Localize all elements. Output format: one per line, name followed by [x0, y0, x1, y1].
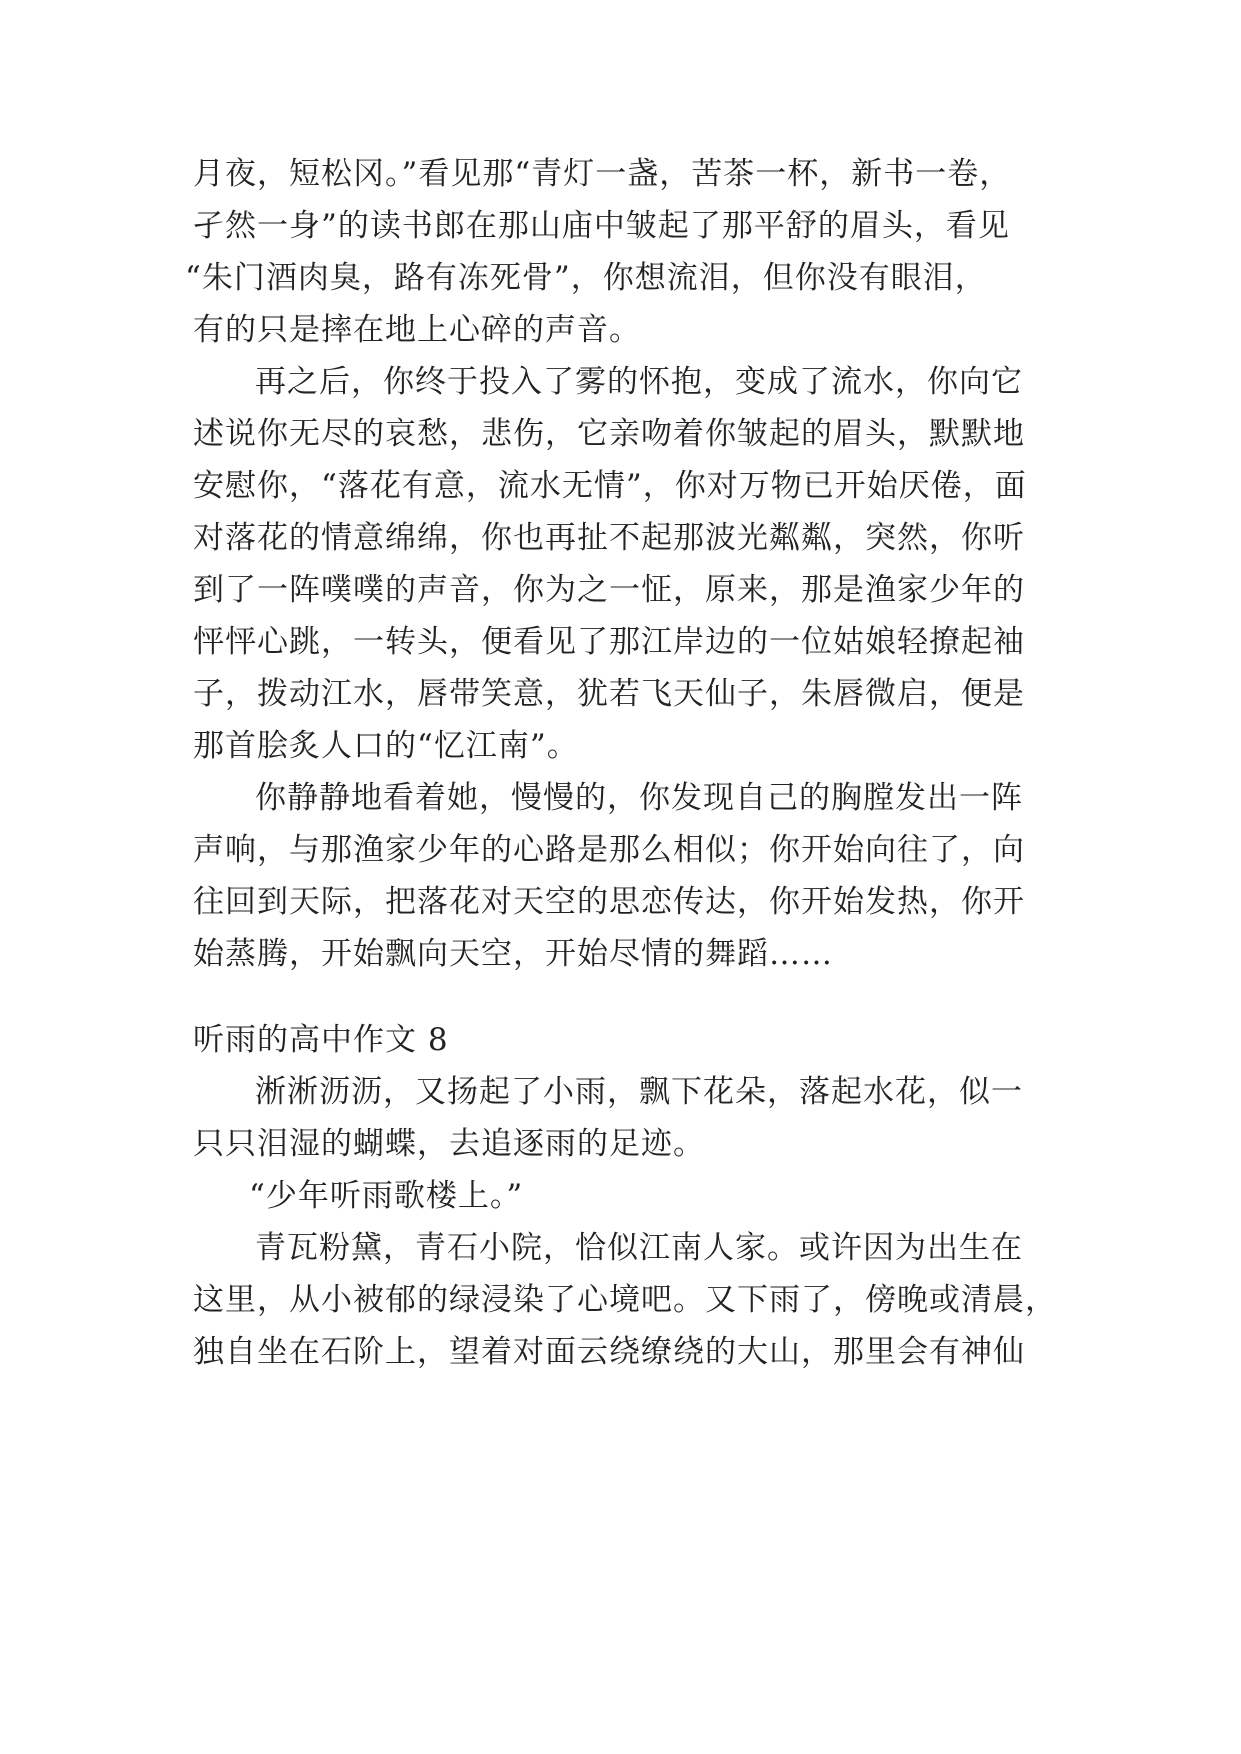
paragraph-line: 独自坐在石阶上，望着对面云绕缭绕的大山，那里会有神仙 — [193, 1334, 1025, 1370]
paragraph-line: 孑然一身”的读书郎在那山庙中皱起了那平舒的眉头，看见 — [193, 208, 1010, 244]
paragraph-line: 再之后，你终于投入了雾的怀抱，变成了流水，你向它 — [255, 364, 1023, 400]
paragraph-line: 有的只是摔在地上心碎的声音。 — [193, 312, 641, 348]
paragraph-line: 月夜，短松冈。”看见那“青灯一盏，苦茶一杯，新书一卷， — [193, 156, 1012, 192]
paragraph-line: 始蒸腾，开始飘向天空，开始尽情的舞蹈…… — [193, 936, 833, 972]
paragraph-line: 子，拨动江水，唇带笑意，犹若飞天仙子，朱唇微启，便是 — [193, 676, 1025, 712]
paragraph-line: 那首脍炙人口的“忆江南”。 — [193, 728, 579, 764]
section-heading: 听雨的高中作文 8 — [193, 1022, 449, 1058]
paragraph-line: “少年听雨歌楼上。” — [249, 1178, 524, 1214]
paragraph-line: 这里，从小被郁的绿浸染了心境吧。又下雨了，傍晚或清晨， — [193, 1282, 1057, 1318]
paragraph-line: 青瓦粉黛，青石小院，恰似江南人家。或许因为出生在 — [255, 1230, 1023, 1266]
paragraph-line: 淅淅沥沥，又扬起了小雨，飘下花朵，落起水花，似一 — [255, 1074, 1023, 1110]
paragraph-line: 述说你无尽的哀愁，悲伤，它亲吻着你皱起的眉头，默默地 — [193, 416, 1025, 452]
paragraph-line: 安慰你，“落花有意，流水无情”，你对万物已开始厌倦，面 — [193, 468, 1027, 504]
paragraph-line: “朱门酒肉臭，路有冻死骨”，你想流泪，但你没有眼泪， — [185, 260, 987, 296]
paragraph-line: 到了一阵噗噗的声音，你为之一怔，原来，那是渔家少年的 — [193, 572, 1025, 608]
paragraph-line: 只只泪湿的蝴蝶，去追逐雨的足迹。 — [193, 1126, 705, 1162]
paragraph-line: 往回到天际，把落花对天空的思恋传达，你开始发热，你开 — [193, 884, 1025, 920]
paragraph-line: 你静静地看着她，慢慢的，你发现自己的胸膛发出一阵 — [255, 780, 1023, 816]
paragraph-line: 声响，与那渔家少年的心路是那么相似；你开始向往了，向 — [193, 832, 1025, 868]
paragraph-line: 对落花的情意绵绵，你也再扯不起那波光粼粼，突然，你听 — [193, 520, 1025, 556]
paragraph-line: 怦怦心跳，一转头，便看见了那江岸边的一位姑娘轻撩起袖 — [193, 624, 1025, 660]
